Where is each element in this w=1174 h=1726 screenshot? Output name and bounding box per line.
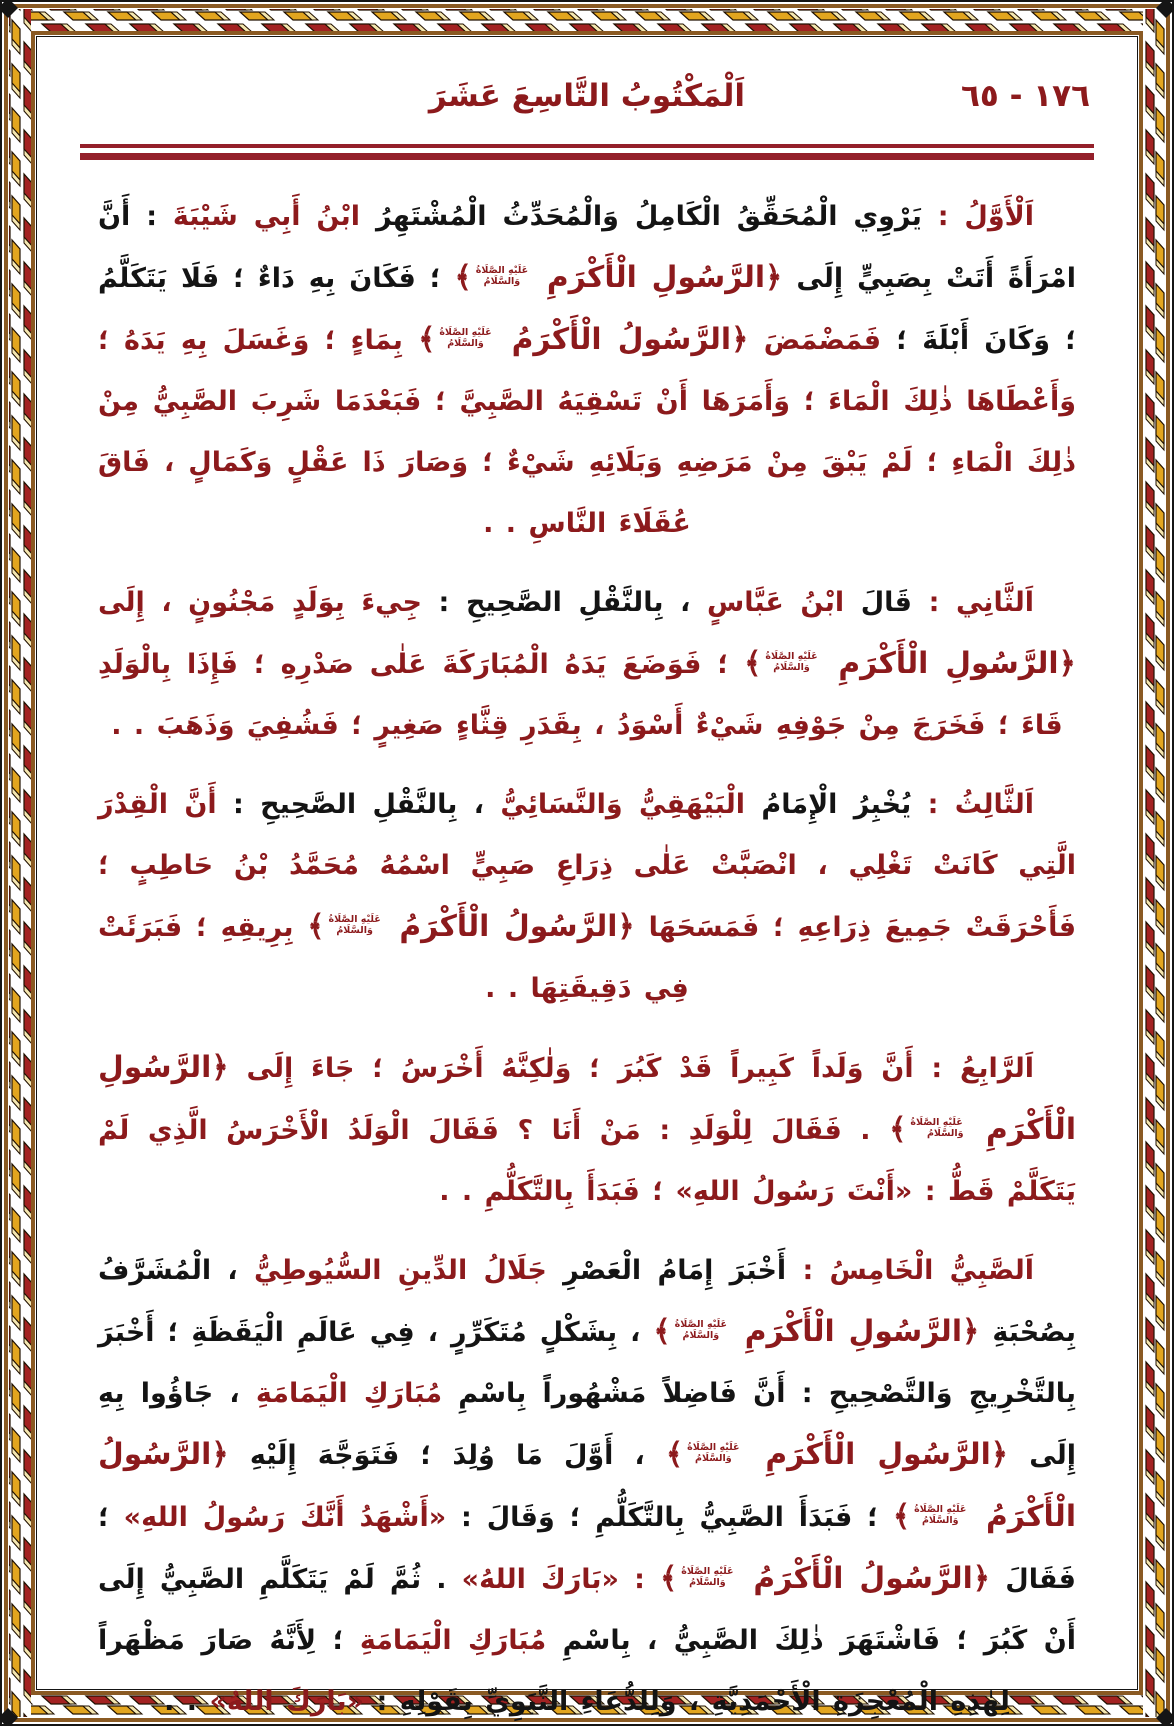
text-run-red: ﴿الرَّسُولِ الْأَكْرَمِ [821, 646, 1076, 681]
text-run-red: ابْنُ عَبَّاسٍ [706, 587, 845, 618]
text-run-red: ابْنُ أَبِي شَيْبَةَ [172, 201, 361, 232]
salat-calligraphy-mark: عَلَيْهِ الصَّلَاةُ وَالسَّلَامُ [687, 1441, 740, 1464]
text-run-black: ، بِشَكْلٍ مُتَكَرِّرٍ ، فِي عَالَمِ الْيَقَظَةِ ؛ أَخْبَرَ بِالتَّخْرِيجِ وَالتَّصْحِيحِ : أَنَّ فَاضِلاً مَشْهُوراً بِاسْمِ [98, 1317, 1077, 1409]
text-run-red: . فَقَالَ لِلْوَلَدِ : مَنْ أَنَا ؟ فَقَالَ الْوَلَدُ الْأَخْرَسُ الَّذِي لَمْ يَتَكَلَّمْ قَطُّ : «أَنْتَ رَسُولُ اللهِ» ؛ فَبَدَأَ بِالتَّكَلُّمِ . . [98, 1115, 1076, 1207]
text-run-black: أَخْبَرَ إِمَامُ الْعَصْرِ [546, 1255, 787, 1286]
text-run-black: . ثُمَّ لَمْ يَتَكَلَّمِ الصَّبِيُّ إِلَى أَنْ كَبُرَ ؛ فَاشْتَهَرَ ذٰلِكَ الصَّبِيُّ ، بِاسْمِ [98, 1564, 1076, 1656]
double-rule [80, 144, 1094, 160]
salat-calligraphy-mark: عَلَيْهِ الصَّلَاةُ وَالسَّلَامُ [914, 1503, 967, 1526]
text-run-black: ؛ فَقَالَ [98, 1502, 1076, 1595]
text-run-black: ، الْمُشَرَّفُ بِصُحْبَةِ [98, 1255, 1076, 1348]
text-run-black: ، أَوَّلَ مَا وُلِدَ ؛ فَتَوَجَّهَ إِلَيْهِ [228, 1440, 666, 1471]
text-run-red: اَلْأَوَّلُ : [921, 201, 1034, 232]
text-run-red: ﴿الرَّسُولُ الْأَكْرَمُ [98, 1437, 1077, 1534]
text-run-red: ﴿الرَّسُولِ الْأَكْرَمِ [531, 260, 783, 295]
text-run-red: «بَارَكَ اللهُ» [209, 1686, 365, 1717]
paragraph-first [98, 186, 1076, 554]
text-run-red: اَلثَّالِثُ : [911, 789, 1035, 820]
text-run-black: ؛ فَبَدَأَ الصَّبِيُّ بِالتَّكَلُّمِ ؛ وَقَالَ : [446, 1502, 893, 1533]
text-run-red: بِمَاءٍ ؛ وَغَسَلَ بِهِ يَدَهُ ؛ وَأَعْطَاهَا ذٰلِكَ الْمَاءَ ؛ وَأَمَرَهَا أَنْ تَسْقِيَهُ الصَّبِيَّ ؛ فَبَعْدَمَا شَرِبَ الصَّبِيُّ مِنْ ذٰلِكَ الْمَاءِ ؛ لَمْ يَبْقَ مِنْ مَرَضِهِ وَبَلَائِهِ شَيْءٌ ؛ وَصَارَ ذَا عَقْلٍ وَكَمَالٍ ، فَاقَ عُقَلَاءَ النَّاسِ . . [98, 325, 1076, 539]
text-run-red: اَلرَّابِعُ : أَنَّ وَلَداً كَبِيراً قَدْ كَبُرَ ؛ وَلٰكِنَّهُ أَخْرَسُ ؛ جَاءَ إِلَى [228, 1053, 1034, 1084]
salat-calligraphy-mark: عَلَيْهِ الصَّلَاةُ وَالسَّلَامُ [328, 913, 381, 936]
text-run-black: ، بِالنَّقْلِ الصَّحِيحِ : [216, 789, 501, 820]
text-run-red: اَلصَّبِيُّ الْخَامِسُ : [786, 1255, 1034, 1286]
text-run-red: مُبَارَكِ الْيَمَامَةِ [255, 1378, 443, 1409]
salat-calligraphy-mark: عَلَيْهِ الصَّلَاةُ وَالسَّلَامُ [910, 1116, 964, 1139]
text-run-black: ؛ لِأَنَّهُ صَارَ مَظْهَراً لِهٰذِهِ الْمُعْجِزَةِ الْأَحْمَدِيَّةِ ، وَلِلدُّعَاءِ النَّبَوِيِّ بِقَوْلِهِ : [98, 1625, 1010, 1717]
paragraph-fourth [98, 1037, 1076, 1222]
paragraph-third [98, 774, 1076, 1019]
text-run-red: ﴿الرَّسُولُ الْأَكْرَمُ [384, 909, 635, 944]
paragraph-second [98, 572, 1076, 756]
text-run-black: : أَنَّ امْرَأَةً أَتَتْ بِصَبِيٍّ إِلَى [98, 201, 1077, 294]
text-run-red: بِرِيقِهِ ؛ فَبَرَئَتْ فِي دَقِيقَتِهَا . . [98, 912, 689, 1004]
page-header [98, 78, 1090, 136]
text-run-red: جَلَالُ الدِّينِ السُّيُوطِيُّ [253, 1255, 547, 1286]
salat-calligraphy-mark: عَلَيْهِ الصَّلَاةُ وَالسَّلَامُ [765, 650, 818, 673]
text-run-black: ، جَاؤُوا بِهِ إِلَى [98, 1378, 1077, 1471]
salat-calligraphy-mark: عَلَيْهِ الصَّلَاةُ وَالسَّلَامُ [439, 326, 492, 349]
text-run-red: ﴿الرَّسُولُ الْأَكْرَمُ [737, 1561, 991, 1596]
text-run-red: ﴿الرَّسُولِ الْأَكْرَمِ [98, 1050, 1077, 1147]
text-run-red: أَنَّ الْقِدْرَ الَّتِي كَانَتْ تَغْلِي ، انْصَبَّتْ عَلٰى ذِرَاعِ صَبِيٍّ اسْمُهُ مُحَمَّدُ بْنُ حَاطِبٍ ؛ فَأَحْرَقَتْ جَمِيعَ ذِرَاعِهِ ؛ فَمَسَحَهَا [98, 789, 1076, 943]
text-run-red: ﴾ [892, 1499, 911, 1534]
text-run-red: ﴾ [744, 646, 762, 681]
text-run-red: ﴾ [418, 322, 436, 357]
text-run-red: فَمَضْمَضَ [748, 325, 882, 356]
text-run-red: ﴾ [665, 1437, 684, 1472]
text-run-red: ﴾ [659, 1561, 678, 1596]
page-content [98, 48, 1090, 1726]
text-run-black: قَالَ [844, 587, 912, 618]
text-run-red: ﴿الرَّسُولِ الْأَكْرَمِ [743, 1437, 1009, 1472]
text-run-red: ﴾ [307, 909, 325, 944]
text-run-red: مُبَارَكِ الْيَمَامَةِ [359, 1625, 547, 1656]
text-run-red: ؛ فَوَضَعَ يَدَهُ الْمُبَارَكَةَ عَلٰى صَدْرِهِ ؛ فَإِذَا بِالْوَلَدِ قَاءَ ؛ فَخَرَجَ مِنْ جَوْفِهِ شَيْءٌ أَسْوَدُ ، بِقَدَرِ قِثَّاءٍ صَغِيرٍ ؛ فَشُفِيَ وَذَهَبَ . . [98, 649, 1063, 741]
page-number: ١٧٦ - ٦٥ [960, 78, 1090, 114]
text-run-black: ؛ فَكَانَ بِهِ دَاءٌ ؛ فَلَا يَتَكَلَّمُ ؛ وَكَانَ أَبْلَةَ ؛ [98, 263, 1076, 356]
salat-calligraphy-mark: عَلَيْهِ الصَّلَاةُ وَالسَّلَامُ [475, 264, 529, 287]
text-run-black: ، بِالنَّقْلِ الصَّحِيحِ : [421, 587, 707, 618]
paragraph-fifth [98, 1240, 1076, 1726]
text-run-red: جِيءَ بِوَلَدٍ مَجْنُونٍ ، إِلَى [98, 587, 422, 618]
text-run-red: اَلثَّانِي : [911, 587, 1035, 618]
text-run-black: يُخْبِرُ الْإِمَامُ [745, 789, 912, 820]
text-run-black: . . [164, 1686, 210, 1717]
text-body [98, 186, 1076, 1726]
text-run-red: ﴾ [653, 1314, 671, 1349]
text-run-red: ﴾ [454, 260, 472, 295]
text-run-red: الْبَيْهَقِيُّ وَالنَّسَائِيُّ [500, 789, 746, 820]
text-run-red: ﴾ [889, 1112, 907, 1147]
text-run-red: : «بَارَكَ اللهُ» [461, 1564, 660, 1595]
salat-calligraphy-mark: عَلَيْهِ الصَّلَاةُ وَالسَّلَامُ [674, 1318, 727, 1341]
text-run-black: يَرْوِي الْمُحَقِّقُ الْكَامِلُ وَالْمُحَدِّثُ الْمُشْتَهِرُ [360, 201, 922, 232]
page-title: اَلْمَكْتُوبُ التَّاسِعَ عَشَرَ [428, 78, 746, 114]
text-run-red: «أَشْهَدُ أَنَّكَ رَسُولُ اللهِ» [123, 1502, 447, 1533]
salat-calligraphy-mark: عَلَيْهِ الصَّلَاةُ وَالسَّلَامُ [681, 1565, 734, 1588]
text-run-red: ﴿الرَّسُولِ الْأَكْرَمِ [730, 1314, 980, 1349]
text-run-red: ﴿الرَّسُولُ الْأَكْرَمُ [495, 322, 749, 357]
